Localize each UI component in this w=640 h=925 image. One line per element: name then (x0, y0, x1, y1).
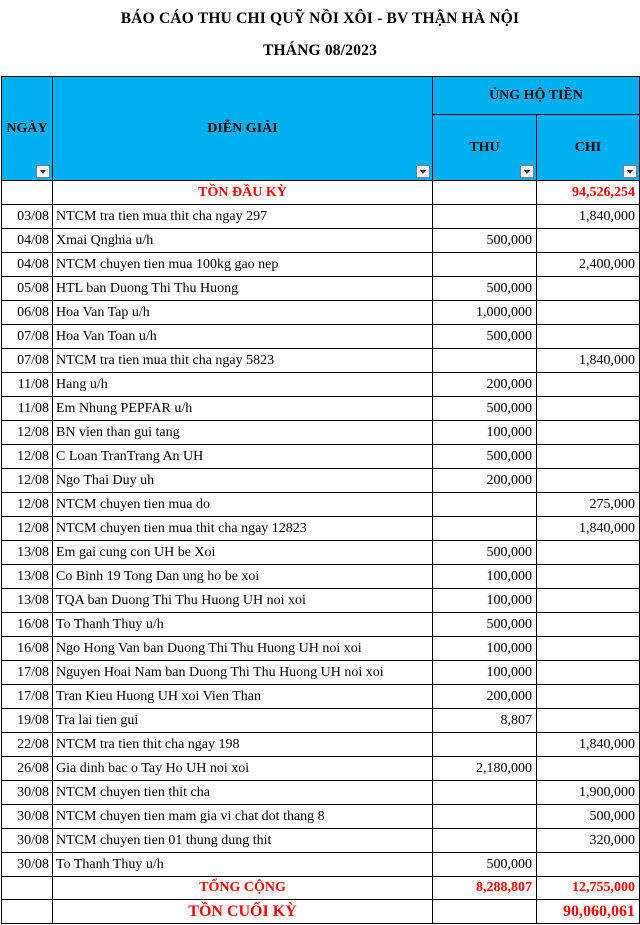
table-row (2, 205, 640, 229)
cell-thu[interactable]: 500,000 (433, 397, 537, 421)
cell-date[interactable]: 30/08 (2, 829, 53, 853)
cell-date[interactable]: 11/08 (2, 397, 53, 421)
cell-chi[interactable] (537, 373, 640, 397)
opening-balance-label[interactable]: TỒN ĐẦU KỲ (53, 181, 433, 205)
table-row (2, 757, 640, 781)
cell-date[interactable]: 06/08 (2, 301, 53, 325)
cell-chi[interactable]: 1,840,000 (537, 733, 640, 757)
cell-empty[interactable] (2, 877, 53, 900)
table-row (2, 781, 640, 805)
cell-date[interactable]: 12/08 (2, 469, 53, 493)
cell-thu[interactable]: 500,000 (433, 541, 537, 565)
table-row (2, 445, 640, 469)
cell-date[interactable]: 13/08 (2, 565, 53, 589)
cell-chi[interactable] (537, 565, 640, 589)
cell-description[interactable]: NTCM chuyen tien 01 thung dung thit (53, 829, 433, 853)
cell-chi[interactable]: 500,000 (537, 805, 640, 829)
cell-empty[interactable] (2, 181, 53, 205)
closing-balance-row (2, 900, 640, 924)
cell-description[interactable]: Ngo Thai Duy uh (53, 469, 433, 493)
cell-description[interactable]: Hang u/h (53, 373, 433, 397)
cell-description[interactable]: NTCM tra tien mua thit cha ngay 297 (53, 205, 433, 229)
cell-date[interactable]: 12/08 (2, 493, 53, 517)
filter-dropdown-icon[interactable] (36, 165, 50, 178)
report-month: THÁNG 08/2023 (262, 42, 378, 59)
cell-chi[interactable] (537, 613, 640, 637)
filter-dropdown-icon[interactable] (623, 165, 637, 178)
opening-balance-row (2, 181, 640, 205)
table-row (2, 253, 640, 277)
cell-date[interactable]: 19/08 (2, 709, 53, 733)
cell-description[interactable]: Hoa Van Tap u/h (53, 301, 433, 325)
column-group-header (433, 77, 640, 115)
table-row (2, 469, 640, 493)
table-row (2, 853, 640, 877)
cell-thu[interactable]: 500,000 (433, 445, 537, 469)
cell-description[interactable]: NTCM chuyen tien mua 100kg gao nep (53, 253, 433, 277)
cell-chi[interactable] (537, 637, 640, 661)
total-chi-value[interactable]: 12,755,000 (537, 877, 640, 900)
cell-description[interactable]: NTCM tra tien mua thit cha ngay 5823 (53, 349, 433, 373)
column-header-chi-label: CHI (574, 139, 602, 155)
column-header-date-label: NGÀY (6, 120, 48, 136)
cell-date[interactable]: 05/08 (2, 277, 53, 301)
cell-chi[interactable] (537, 589, 640, 613)
table-row (2, 517, 640, 541)
cell-chi[interactable] (537, 541, 640, 565)
cell-description[interactable]: NTCM chuyen tien mua do (53, 493, 433, 517)
cell-date[interactable]: 17/08 (2, 661, 53, 685)
cell-description[interactable]: Em Nhung PEPFAR u/h (53, 397, 433, 421)
cell-chi[interactable]: 1,840,000 (537, 205, 640, 229)
cell-date[interactable]: 22/08 (2, 733, 53, 757)
cell-description[interactable]: BN vien than gui tang (53, 421, 433, 445)
cell-description[interactable]: NTCM chuyen tien mua thit cha ngay 12823 (53, 517, 433, 541)
cell-thu[interactable]: 100,000 (433, 637, 537, 661)
cell-empty[interactable] (433, 900, 537, 924)
cell-chi[interactable]: 1,840,000 (537, 349, 640, 373)
cell-thu[interactable] (433, 733, 537, 757)
cell-chi[interactable]: 1,840,000 (537, 517, 640, 541)
cell-thu[interactable]: 200,000 (433, 469, 537, 493)
cell-thu[interactable] (433, 781, 537, 805)
table-row (2, 589, 640, 613)
column-header-desc-label: DIỄN GIẢI (207, 120, 278, 136)
table-row (2, 325, 640, 349)
column-header-thu[interactable] (433, 115, 537, 181)
cell-thu[interactable]: 500,000 (433, 613, 537, 637)
cell-thu[interactable]: 100,000 (433, 589, 537, 613)
cell-date[interactable]: 03/08 (2, 205, 53, 229)
cell-chi[interactable] (537, 709, 640, 733)
cell-thu[interactable]: 100,000 (433, 565, 537, 589)
cell-chi[interactable]: 275,000 (537, 493, 640, 517)
cell-thu[interactable] (433, 805, 537, 829)
cell-date[interactable]: 16/08 (2, 637, 53, 661)
table-row (2, 349, 640, 373)
cell-description[interactable]: Tran Kieu Huong UH xoi Vien Than (53, 685, 433, 709)
cell-date[interactable]: 17/08 (2, 685, 53, 709)
cell-chi[interactable] (537, 445, 640, 469)
cell-chi[interactable]: 320,000 (537, 829, 640, 853)
cell-chi[interactable] (537, 277, 640, 301)
opening-balance-value[interactable]: 94,526,254 (537, 181, 640, 205)
column-header-date[interactable] (2, 77, 53, 181)
cell-description[interactable]: Hoa Van Toan u/h (53, 325, 433, 349)
cell-chi[interactable] (537, 853, 640, 877)
cell-description[interactable]: To Thanh Thuy u/h (53, 853, 433, 877)
table-row (2, 637, 640, 661)
cell-date[interactable]: 07/08 (2, 325, 53, 349)
cell-thu[interactable] (433, 349, 537, 373)
cell-chi[interactable] (537, 469, 640, 493)
cell-date[interactable]: 11/08 (2, 373, 53, 397)
table-row (2, 421, 640, 445)
cell-thu[interactable] (433, 205, 537, 229)
cell-thu[interactable] (433, 493, 537, 517)
cell-date[interactable]: 30/08 (2, 805, 53, 829)
cell-date[interactable]: 30/08 (2, 781, 53, 805)
cell-thu[interactable] (433, 829, 537, 853)
total-label[interactable]: TỔNG CỘNG (53, 877, 433, 900)
total-row (2, 877, 640, 900)
cell-description[interactable]: Ngo Hong Van ban Duong Thi Thu Huong UH noi xoi (53, 637, 433, 661)
cell-chi[interactable] (537, 661, 640, 685)
cell-date[interactable]: 13/08 (2, 541, 53, 565)
cell-thu[interactable]: 500,000 (433, 229, 537, 253)
cell-description[interactable]: Em gai cung con UH be Xoi (53, 541, 433, 565)
cell-thu[interactable]: 100,000 (433, 421, 537, 445)
cell-description[interactable]: TQA ban Duong Thi Thu Huong UH noi xoi (53, 589, 433, 613)
cell-thu[interactable]: 200,000 (433, 685, 537, 709)
ledger-table (1, 76, 640, 924)
cell-thu[interactable]: 100,000 (433, 661, 537, 685)
column-header-chi[interactable] (537, 115, 640, 181)
table-row (2, 685, 640, 709)
cell-thu[interactable]: 500,000 (433, 853, 537, 877)
table-row (2, 373, 640, 397)
cell-chi[interactable] (537, 421, 640, 445)
table-row (2, 709, 640, 733)
filter-dropdown-icon[interactable] (416, 165, 430, 178)
cell-thu[interactable] (433, 253, 537, 277)
header-row-top (2, 77, 640, 115)
filter-dropdown-icon[interactable] (520, 165, 534, 178)
cell-thu[interactable]: 500,000 (433, 325, 537, 349)
table-row (2, 277, 640, 301)
cell-date[interactable]: 12/08 (2, 421, 53, 445)
cell-date[interactable]: 13/08 (2, 589, 53, 613)
cell-date[interactable]: 12/08 (2, 445, 53, 469)
cell-chi[interactable]: 2,400,000 (537, 253, 640, 277)
table-row (2, 733, 640, 757)
cell-chi[interactable] (537, 685, 640, 709)
cell-description[interactable]: C Loan TranTrang An UH (53, 445, 433, 469)
cell-chi[interactable]: 1,900,000 (537, 781, 640, 805)
column-group-label: ỦNG HỘ TIỀN (489, 87, 583, 103)
table-row (2, 229, 640, 253)
cell-description[interactable]: NTCM tra tien thit cha ngay 198 (53, 733, 433, 757)
column-header-desc[interactable] (53, 77, 433, 181)
table-row (2, 829, 640, 853)
cell-thu[interactable]: 8,807 (433, 709, 537, 733)
total-thu-value[interactable]: 8,288,807 (433, 877, 537, 900)
cell-date[interactable]: 12/08 (2, 517, 53, 541)
table-row (2, 493, 640, 517)
cell-description[interactable]: Tra lai tien gui (53, 709, 433, 733)
cell-chi[interactable] (537, 757, 640, 781)
cell-date[interactable]: 30/08 (2, 853, 53, 877)
cell-date[interactable]: 07/08 (2, 349, 53, 373)
cell-description[interactable]: NTCM chuyen tien thit cha (53, 781, 433, 805)
cell-thu[interactable] (433, 517, 537, 541)
cell-date[interactable]: 16/08 (2, 613, 53, 637)
cell-description[interactable]: Co Binh 19 Tong Dan ung ho be xoi (53, 565, 433, 589)
cell-chi[interactable] (537, 397, 640, 421)
cell-date[interactable]: 26/08 (2, 757, 53, 781)
cell-thu[interactable]: 500,000 (433, 277, 537, 301)
cell-chi[interactable] (537, 325, 640, 349)
table-row (2, 541, 640, 565)
cell-description[interactable]: To Thanh Thuy u/h (53, 613, 433, 637)
cell-date[interactable]: 04/08 (2, 229, 53, 253)
cell-empty[interactable] (433, 181, 537, 205)
closing-balance-label[interactable]: TỒN CUỐI KỲ (53, 900, 433, 924)
cell-thu[interactable]: 200,000 (433, 373, 537, 397)
cell-description[interactable]: Gia dinh bac o Tay Ho UH noi xoi (53, 757, 433, 781)
table-row (2, 661, 640, 685)
report-title: BÁO CÁO THU CHI QUỸ NỒI XÔI - BV THẬN HÀ NỘI (120, 10, 520, 27)
cell-chi[interactable] (537, 301, 640, 325)
cell-description[interactable]: NTCM chuyen tien mam gia vi chat dot thang 8 (53, 805, 433, 829)
table-row (2, 397, 640, 421)
column-header-thu-label: THU (469, 139, 500, 155)
table-row (2, 613, 640, 637)
table-row (2, 301, 640, 325)
cell-thu[interactable]: 1,000,000 (433, 301, 537, 325)
cell-chi[interactable] (537, 229, 640, 253)
cell-date[interactable]: 04/08 (2, 253, 53, 277)
cell-description[interactable]: HTL ban Duong Thi Thu Huong (53, 277, 433, 301)
table-row (2, 565, 640, 589)
closing-balance-value[interactable]: 90,060,061 (537, 900, 640, 924)
cell-thu[interactable]: 2,180,000 (433, 757, 537, 781)
cell-description[interactable]: Nguyen Hoai Nam ban Duong Thi Thu Huong UH noi xoi (53, 661, 433, 685)
table-row (2, 805, 640, 829)
cell-description[interactable]: Xmai Qnghia u/h (53, 229, 433, 253)
cell-empty[interactable] (2, 900, 53, 924)
